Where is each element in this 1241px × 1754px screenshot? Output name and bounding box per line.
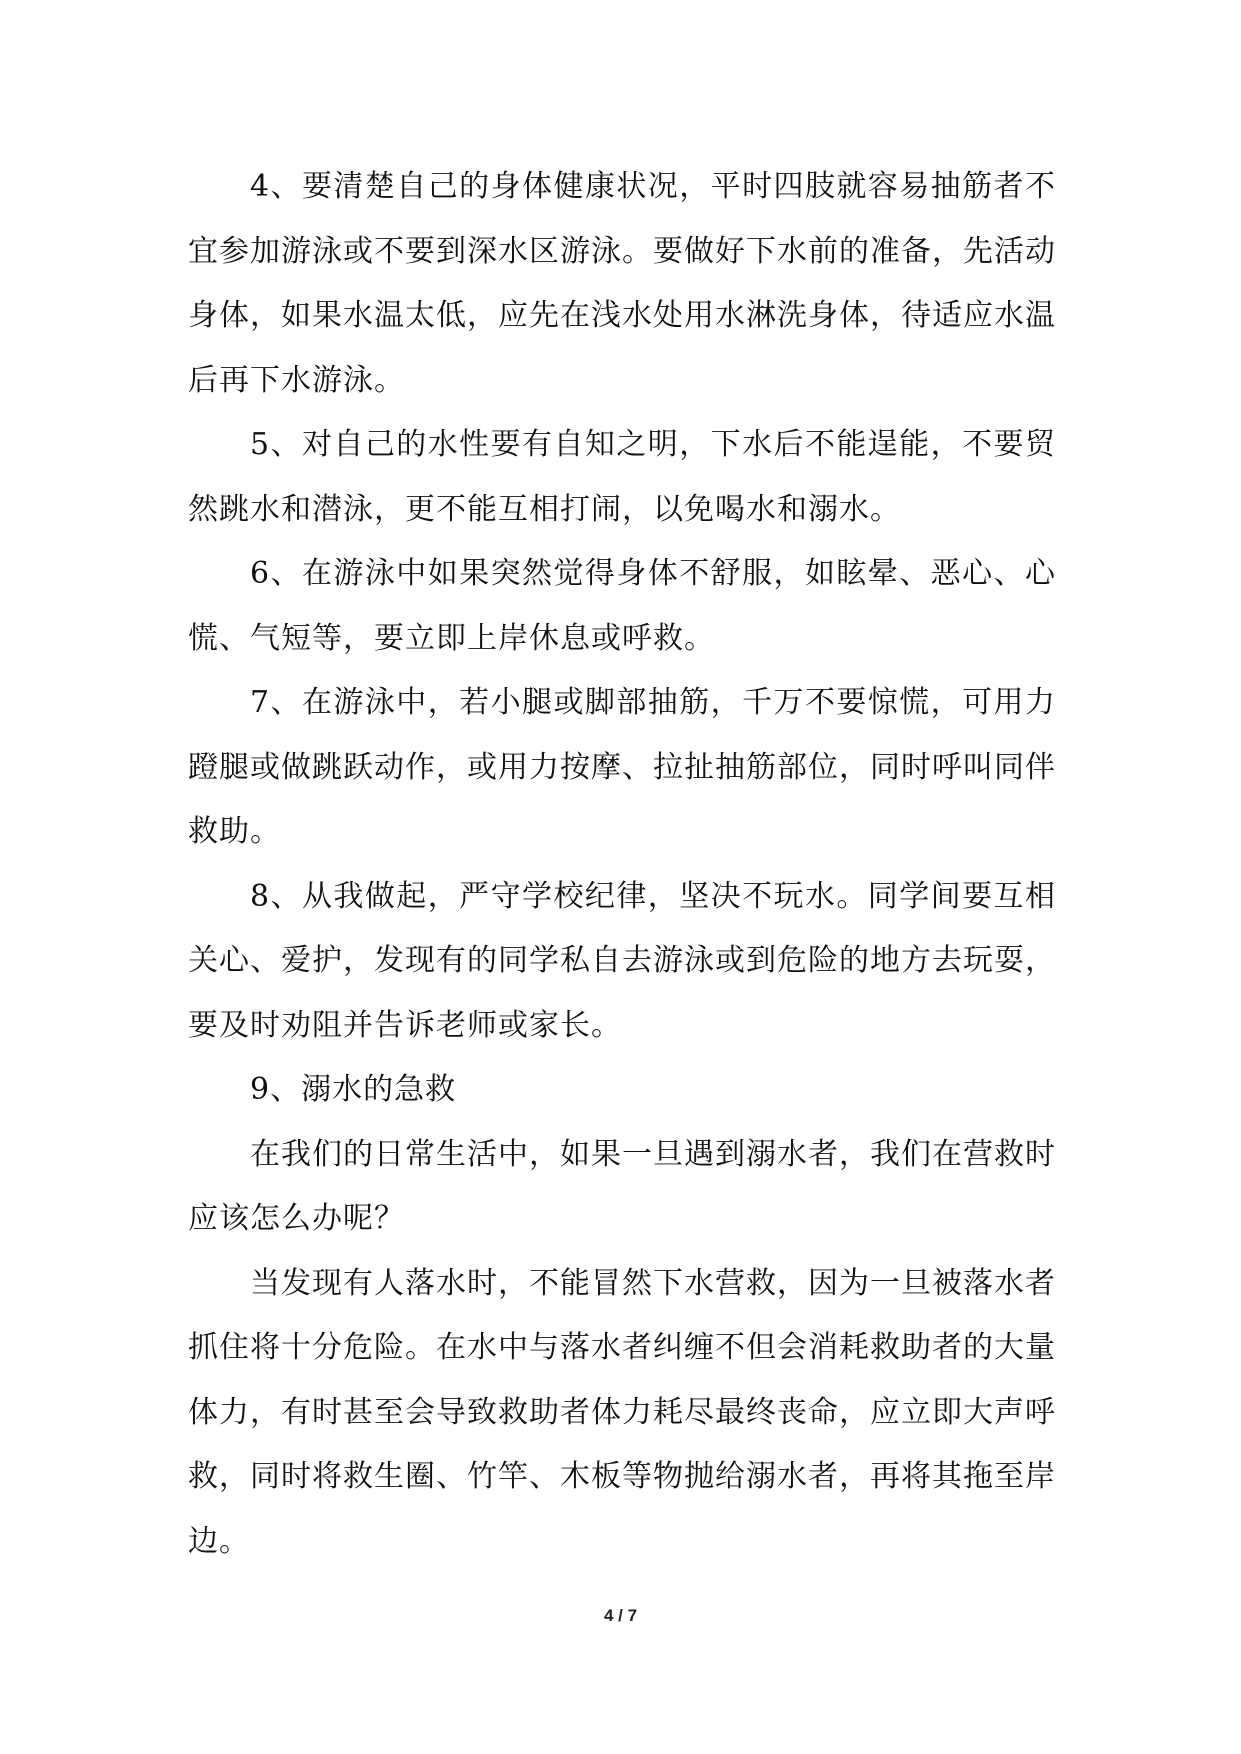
paragraph-rescue-method: 当发现有人落水时，不能冒然下水营救，因为一旦被落水者抓住将十分危险。在水中与落水者纠缠不但会消耗救助者的大量体力，有时甚至会导致救助者体力耗尽最终丧命，应立即大声呼救，同时将救生圈、竹竿、木板等物抛给溺水者，再将其拖至岸边。 — [188, 1265, 1056, 1559]
page-number: 4 / 7 — [603, 1606, 638, 1625]
section-heading-drowning-first-aid: 9、溺水的急救 — [250, 1072, 457, 1107]
paragraph-item-7: 7、在游泳中，若小腿或脚部抽筋，千万不要惊慌，可用力蹬腿或做跳跃动作，或用力按摩、拉扯抽筋部位，同时呼叫同伴救助。 — [188, 685, 1056, 849]
paragraph-item-6: 6、在游泳中如果突然觉得身体不舒服，如眩晕、恶心、心慌、气短等，要立即上岸休息或呼救。 — [188, 556, 1056, 656]
paragraph-rescue-question: 在我们的日常生活中，如果一旦遇到溺水者，我们在营救时应该怎么办呢？ — [188, 1136, 1056, 1236]
document-body — [188, 155, 1056, 1574]
paragraph-item-4: 4、要清楚自己的身体健康状况，平时四肢就容易抽筋者不宜参加游泳或不要到深水区游泳。要做好下水前的准备，先活动身体，如果水温太低，应先在浅水处用水淋洗身体，待适应水温后再下水游泳。 — [188, 169, 1056, 398]
paragraph-item-8: 8、从我做起，严守学校纪律，坚决不玩水。同学间要互相关心、爱护，发现有的同学私自去游泳或到危险的地方去玩耍，要及时劝阻并告诉老师或家长。 — [188, 878, 1056, 1043]
paragraph-item-5: 5、对自己的水性要有自知之明，下水后不能逞能，不要贸然跳水和潜泳，更不能互相打闹，以免喝水和溺水。 — [188, 427, 1056, 527]
